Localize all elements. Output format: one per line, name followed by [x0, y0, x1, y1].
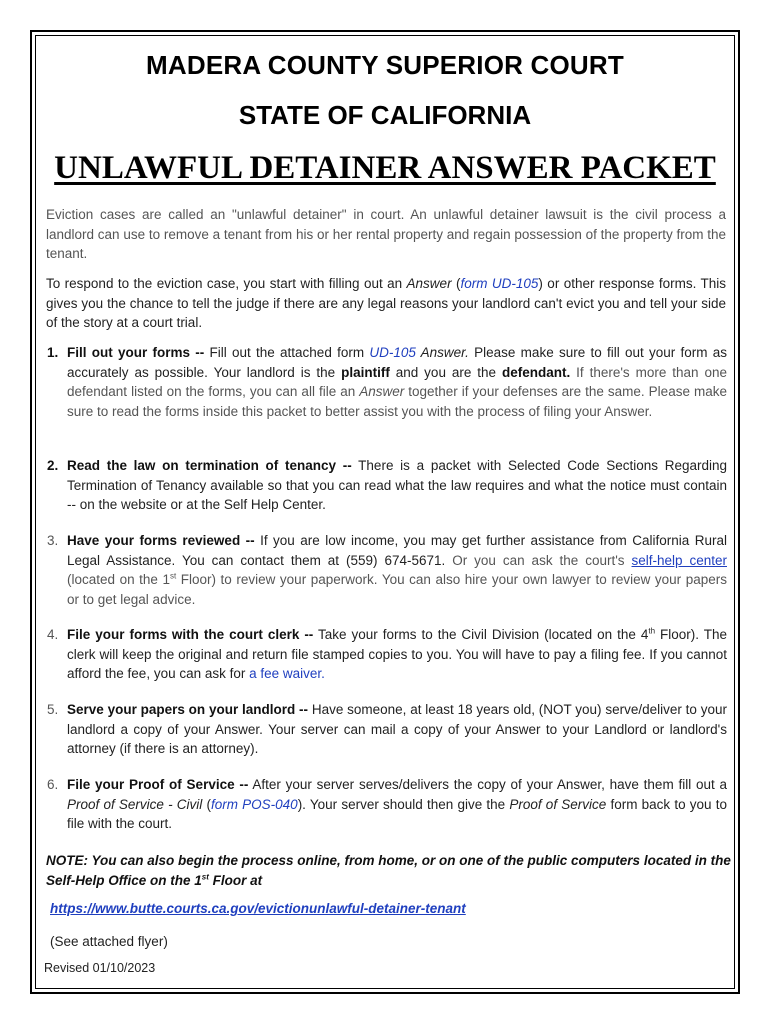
- proof-of-service-term: Proof of Service: [509, 796, 607, 812]
- step-number: 5.: [47, 702, 59, 717]
- text: (: [202, 796, 211, 812]
- text: Floor). The clerk will keep the original and return file stamped copies to you. You will have to pay a filing fee. If you cannot afford the fee, you can ask for: [67, 627, 727, 681]
- text: After your server serves/delivers the copy of your Answer, have them fill out a: [248, 777, 727, 792]
- step-title: Fill out your forms --: [67, 345, 205, 360]
- text: Floor) to review your paperwork. You can also hire your own lawyer to review your papers or to get legal advice.: [67, 572, 727, 607]
- revised-date: Revised 01/10/2023: [44, 961, 156, 975]
- step-title: Serve your papers on your landlord --: [67, 702, 309, 717]
- step-number: 6.: [47, 777, 59, 792]
- text: There is a packet with Selected Code Sections Regarding Termination of Tenancy available so that you can read what the law requires and what the notice must contain -- on the website or at the Self Help Center.: [67, 458, 728, 512]
- fee-waiver-link[interactable]: a fee waiver.: [249, 666, 325, 681]
- text: ). Your server should then give the: [297, 796, 510, 812]
- form-pos040-link[interactable]: form POS-040: [210, 796, 298, 812]
- answer-term: Answer: [406, 276, 452, 291]
- text: (located on the 1: [67, 572, 170, 587]
- plaintiff-term: plaintiff: [341, 364, 390, 380]
- intro-paragraph-1: Eviction cases are called an "unlawful detainer" in court. An unlawful detainer lawsuit is the civil process a landlord can use to remove a tenant from his or her rental property and regain possession of the property from the tenant.: [46, 207, 726, 261]
- text: (: [451, 276, 461, 291]
- text: form back to you to file with the court.: [67, 796, 728, 831]
- page-title: UNLAWFUL DETAINER ANSWER PACKET: [54, 150, 716, 186]
- step-title: Have your forms reviewed --: [67, 533, 255, 548]
- intro-paragraph-2: [46, 274, 726, 333]
- step-title: File your Proof of Service --: [67, 777, 249, 792]
- step-number: 1.: [47, 345, 59, 360]
- form-ud105-link[interactable]: form UD-105: [460, 276, 539, 291]
- text: Have someone, at least 18 years old, (NOT you) serve/deliver to your landlord a copy of your Answer. Your server can mail a copy of your Answer to your Landlord or landlord's attorney (if there is an attorney).: [67, 702, 727, 756]
- note-paragraph: [46, 851, 736, 891]
- step-title: Read the law on termination of tenancy --: [67, 458, 352, 473]
- step-number: 2.: [47, 458, 59, 473]
- text: ) or other response forms. This gives you the chance to tell the judge if there are any legal reasons your landlord can't evict you and tell your side of the story at a court trial.: [46, 276, 726, 330]
- answer-term: Answer: [359, 384, 405, 399]
- text: Please make sure to fill out your form as accurately as possible. Your landlord is the: [67, 345, 728, 380]
- text: Or you can ask the court's: [445, 552, 632, 568]
- state-heading: STATE OF CALIFORNIA: [238, 100, 532, 130]
- proof-of-service-term: Proof of Service - Civil: [67, 796, 203, 812]
- text: Take your forms to the Civil Division (located on the 4: [313, 627, 649, 642]
- text: If you are low income, you may get further assistance from California Rural Legal Assistance. You can contact them at (559) 674-5671.: [67, 533, 727, 568]
- text: together if your defenses are the same. Please make sure to read the forms inside this packet to better assist you with the process of filing your Answer.: [67, 384, 727, 419]
- text: Fill out the attached form: [204, 345, 370, 360]
- eviction-url-link[interactable]: https://www.butte.courts.ca.gov/evictionunlawful-detainer-tenant: [50, 901, 466, 916]
- text: To respond to the eviction case, you start with filling out an: [46, 276, 407, 291]
- step-1: [47, 343, 728, 421]
- superscript: st: [201, 872, 209, 882]
- text: If there's more than one defendant listed on the forms, you can all file an: [67, 364, 727, 399]
- step-6: [47, 775, 728, 834]
- step-5: [47, 700, 727, 759]
- step-number: 4.: [47, 627, 59, 642]
- superscript: st: [169, 571, 177, 581]
- self-help-center-link[interactable]: self-help center: [631, 552, 727, 568]
- see-flyer-text: (See attached flyer): [50, 934, 168, 949]
- court-heading: MADERA COUNTY SUPERIOR COURT: [146, 50, 624, 80]
- text: and you are the: [389, 364, 502, 380]
- step-number: 3.: [47, 533, 59, 548]
- superscript: th: [648, 626, 656, 636]
- step-title: File your forms with the court clerk --: [67, 627, 314, 642]
- note-text: Floor at: [208, 873, 263, 888]
- ud105-link[interactable]: UD-105: [369, 345, 416, 360]
- step-3: [47, 531, 727, 609]
- answer-term: Answer.: [415, 345, 469, 360]
- step-4: [47, 625, 727, 684]
- step-2: [47, 456, 728, 515]
- defendant-term: defendant.: [501, 364, 571, 380]
- note-text: NOTE: You can also begin the process online, from home, or on one of the public computers located in the Self-Help Office on the 1: [46, 853, 731, 888]
